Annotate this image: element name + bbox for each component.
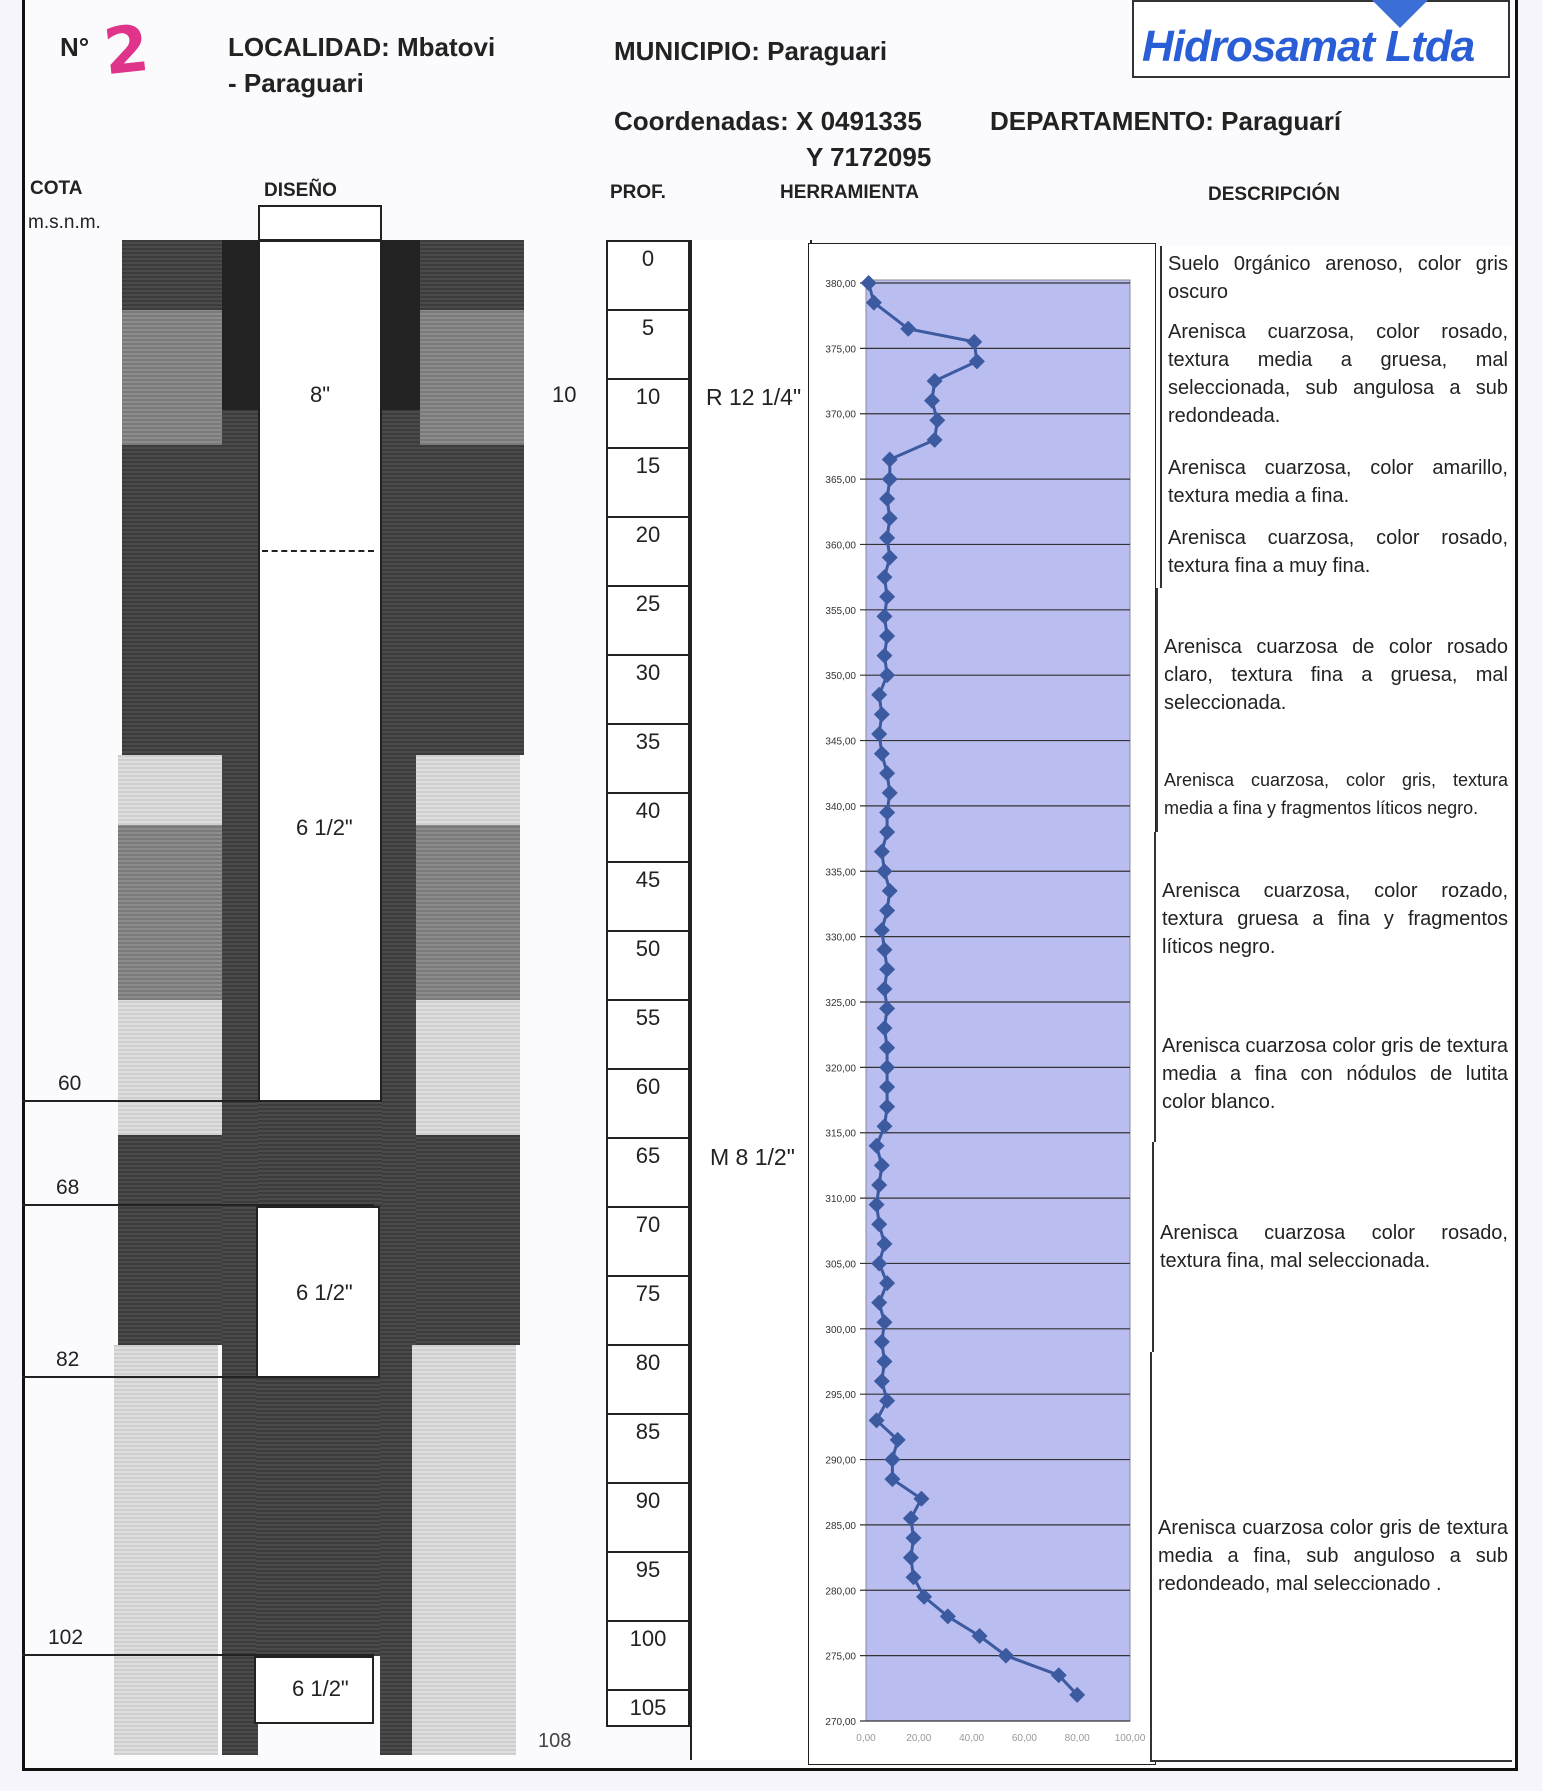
depth-column (606, 240, 690, 1760)
depth-cell-spacer (606, 552, 690, 588)
description-box (1160, 448, 1512, 518)
screen-section (256, 1378, 380, 1656)
y-tick-label: 350,00 (825, 671, 856, 683)
prof-header: PROF. (610, 182, 666, 203)
casing-depth-label: 10 (552, 382, 577, 407)
description-text: Suelo 0rgánico arenoso, color gris oscuro (1168, 253, 1508, 303)
x-tick-label: 40,00 (959, 1733, 985, 1744)
y-tick-label: 285,00 (825, 1520, 856, 1532)
coord-y: Y 7172095 (806, 142, 932, 172)
diseno-header: DISEÑO (264, 180, 337, 201)
depth-cell: 90 (606, 1482, 690, 1520)
depth-cell-spacer (606, 1449, 690, 1485)
depth-cell: 25 (606, 585, 690, 623)
depth-cell: 105 (606, 1689, 690, 1727)
cota-mark: 82 (56, 1348, 80, 1371)
depth-cell: 80 (606, 1344, 690, 1382)
localidad-label: LOCALIDAD: Mbatovi (228, 32, 496, 62)
departamento-label: DEPARTAMENTO: Paraguarí (990, 106, 1342, 136)
depth-cell: 55 (606, 999, 690, 1037)
y-tick-label: 295,00 (825, 1390, 856, 1402)
depth-cell-spacer (606, 966, 690, 1002)
y-tick-label: 365,00 (825, 475, 856, 487)
screen-section (258, 1102, 382, 1206)
x-tick-label: 100,00 (1114, 1733, 1146, 1744)
y-tick-label: 330,00 (825, 932, 856, 944)
casing-wall (380, 240, 420, 410)
description-text: Arenisca cuarzosa, color rosado, textura fina a muy fina. (1168, 527, 1508, 577)
casing-wall (222, 240, 258, 410)
description-text: Arenisca cuarzosa color gris de textura media a fina, sub anguloso a sub redondeado, mal seleccionado . (1158, 1517, 1508, 1595)
y-tick-label: 305,00 (825, 1259, 856, 1271)
description-box (1160, 246, 1512, 316)
cota-mark: 102 (48, 1626, 84, 1649)
depth-cell: 60 (606, 1068, 690, 1106)
y-tick-label: 360,00 (825, 540, 856, 552)
depth-cell-spacer (606, 1656, 690, 1692)
litho-segment (118, 825, 222, 1000)
depth-cell-spacer (606, 828, 690, 864)
litho-segment (420, 445, 524, 755)
litho-segment (118, 1135, 222, 1345)
depth-cell: 35 (606, 723, 690, 761)
depth-cell-spacer (606, 621, 690, 657)
depth-cell: 45 (606, 861, 690, 899)
depth-cell-spacer (606, 1242, 690, 1278)
y-tick-label: 315,00 (825, 1128, 856, 1140)
depth-cell-spacer (606, 897, 690, 933)
depth-cell-spacer (606, 1035, 690, 1071)
cota-mark: 68 (56, 1176, 80, 1199)
y-tick-label: 325,00 (825, 998, 856, 1009)
y-tick-label: 335,00 (825, 867, 856, 879)
cota-line (22, 1204, 374, 1206)
depth-cell: 30 (606, 654, 690, 692)
depth-cell-spacer (606, 1311, 690, 1347)
litho-segment (118, 1000, 222, 1135)
litho-segment (416, 1135, 520, 1345)
description-box (1160, 516, 1512, 590)
depth-cell: 75 (606, 1275, 690, 1313)
y-tick-label: 280,00 (825, 1586, 856, 1598)
diameter-label: 6 1/2" (296, 815, 353, 840)
description-box (1150, 1352, 1512, 1762)
depth-cell: 50 (606, 930, 690, 968)
x-tick-label: 80,00 (1064, 1733, 1090, 1744)
y-tick-label: 380,00 (825, 279, 856, 290)
depth-cell-spacer (606, 1380, 690, 1416)
depth-cell: 95 (606, 1551, 690, 1589)
x-tick-label: 20,00 (906, 1733, 932, 1744)
litho-segment (416, 825, 520, 1000)
localidad-continued: - Paraguari (228, 68, 364, 98)
depth-cell: 85 (606, 1413, 690, 1451)
description-box (1154, 1005, 1512, 1144)
coord-x: Coordenadas: X 0491335 (614, 106, 922, 136)
depth-cell: 40 (606, 792, 690, 830)
diameter-label: 6 1/2" (292, 1676, 349, 1701)
description-text: Arenisca cuarzosa, color amarillo, textura media a fina. (1168, 457, 1508, 507)
number-label: N° (60, 32, 90, 62)
description-text: Arenisca cuarzosa, color gris, textura media a fina y fragmentos líticos negro. (1164, 770, 1508, 818)
y-tick-label: 275,00 (825, 1651, 856, 1663)
casing-reduction-line (262, 550, 374, 552)
depth-cell: 5 (606, 309, 690, 347)
description-text: Arenisca cuarzosa color gris de textura media a fina con nódulos de lutita color blanco. (1162, 1034, 1508, 1113)
diameter-label: 8" (310, 382, 331, 407)
depth-cell: 65 (606, 1137, 690, 1175)
depth-cell-spacer (606, 759, 690, 795)
x-tick-label: 60,00 (1011, 1733, 1037, 1744)
elevation-profile-chart (808, 243, 1156, 1765)
cota-header: COTA (30, 178, 83, 199)
cota-mark: 60 (58, 1072, 82, 1095)
description-box (1156, 762, 1512, 834)
depth-cell: 100 (606, 1620, 690, 1658)
litho-segment (420, 310, 524, 445)
depth-cell: 20 (606, 516, 690, 554)
bottom-depth-label: 108 (538, 1730, 572, 1752)
y-tick-label: 300,00 (825, 1324, 856, 1336)
y-tick-label: 370,00 (825, 409, 856, 421)
depth-cell: 70 (606, 1206, 690, 1244)
litho-segment (420, 240, 524, 310)
descripcion-header: DESCRIPCIÓN (1208, 184, 1340, 205)
y-tick-label: 310,00 (825, 1194, 856, 1206)
cota-line (22, 1100, 374, 1102)
description-box (1156, 588, 1512, 764)
x-tick-label: 0,00 (856, 1733, 876, 1744)
depth-cell-spacer (606, 1587, 690, 1623)
casing-top (258, 205, 382, 241)
depth-cell-spacer (606, 690, 690, 726)
y-tick-label: 375,00 (825, 344, 856, 356)
depth-cell: 15 (606, 447, 690, 485)
tool-column (690, 240, 812, 1760)
depth-cell: 10 (606, 378, 690, 416)
description-box (1152, 1142, 1512, 1354)
depth-cell-spacer (606, 345, 690, 381)
blank-casing (258, 240, 382, 1102)
description-text: Arenisca cuarzosa, color rozado, textura gruesa a fina y fragmentos líticos negro. (1162, 879, 1508, 958)
y-tick-label: 345,00 (825, 736, 856, 748)
description-text: Arenisca cuarzosa de color rosado claro, textura fina a gruesa, mal seleccionada. (1164, 636, 1508, 714)
depth-cell-spacer (606, 1173, 690, 1209)
litho-segment (122, 310, 222, 445)
litho-segment (122, 240, 222, 310)
diameter-label: 6 1/2" (296, 1280, 353, 1305)
litho-segment (412, 1345, 516, 1755)
y-tick-label: 270,00 (825, 1717, 856, 1728)
municipio-label: MUNICIPIO: Paraguari (614, 36, 888, 66)
depth-cell-spacer (606, 483, 690, 519)
logo-text: Hidrosamat Ltda (1142, 22, 1475, 71)
y-tick-label: 355,00 (825, 605, 856, 617)
depth-cell: 0 (606, 240, 690, 278)
cota-line (22, 1654, 374, 1656)
handwritten-number: 2 (100, 11, 153, 91)
depth-cell-spacer (606, 276, 690, 312)
litho-segment (114, 1345, 218, 1755)
depth-cell-spacer (606, 414, 690, 450)
y-tick-label: 290,00 (825, 1455, 856, 1467)
litho-segment (416, 1000, 520, 1135)
litho-segment (118, 755, 222, 825)
tool-label: M 8 1/2" (710, 1144, 795, 1170)
description-box (1160, 314, 1512, 450)
herramienta-header: HERRAMIENTA (780, 182, 919, 203)
y-tick-label: 340,00 (825, 801, 856, 813)
plot-area (866, 280, 1130, 1721)
tool-label: R 12 1/4" (706, 384, 802, 410)
annulus (222, 410, 258, 1755)
cota-line (22, 1376, 374, 1378)
litho-segment (122, 445, 222, 755)
description-text: Arenisca cuarzosa color rosado, textura fina, mal seleccionada. (1160, 1222, 1508, 1272)
depth-cell-spacer (606, 1518, 690, 1554)
depth-cell-spacer (606, 1104, 690, 1140)
litho-segment (416, 755, 520, 825)
description-box (1154, 832, 1512, 1007)
cota-unit: m.s.n.m. (28, 212, 101, 233)
description-text: Arenisca cuarzosa, color rosado, textura media a gruesa, mal seleccionada, sub angulosa a sub redondeada. (1168, 321, 1508, 427)
y-tick-label: 320,00 (825, 1063, 856, 1075)
